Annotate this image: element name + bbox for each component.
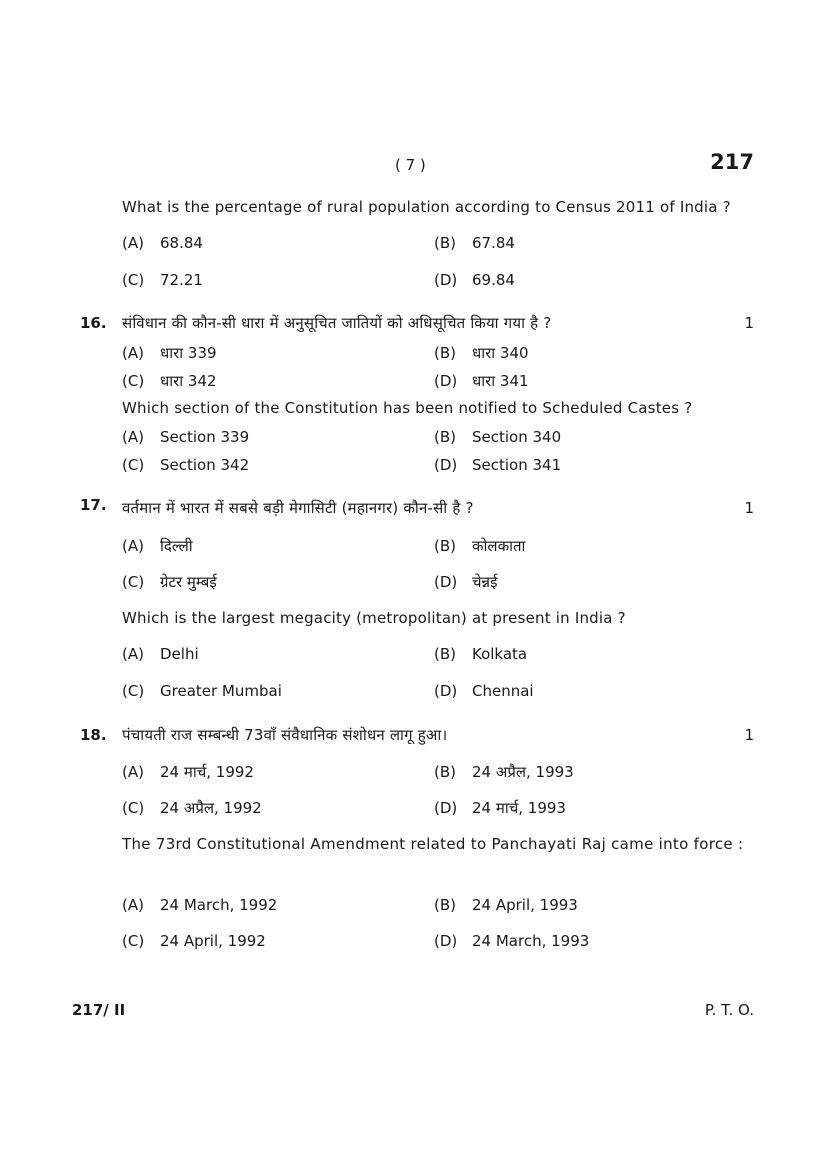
option-label: (B) bbox=[434, 234, 456, 252]
option-text: Delhi bbox=[160, 645, 199, 663]
option-text: Chennai bbox=[472, 682, 534, 700]
q15-option-d bbox=[434, 271, 515, 289]
q15-option-c bbox=[122, 271, 203, 289]
option-label: (D) bbox=[434, 456, 458, 474]
q16-en-option-a bbox=[122, 428, 249, 446]
option-label: (B) bbox=[434, 896, 456, 914]
option-label: (D) bbox=[434, 682, 458, 700]
option-text: Greater Mumbai bbox=[160, 682, 282, 700]
option-label: (D) bbox=[434, 271, 458, 289]
q18-hindi-text: पंचायती राज सम्बन्धी 73वाँ संवैधानिक संशोधन लागू हुआ। bbox=[122, 726, 448, 744]
option-label: (B) bbox=[434, 763, 456, 781]
option-label: (A) bbox=[122, 645, 144, 663]
q16-hi-option-d bbox=[434, 371, 529, 391]
option-text: Section 339 bbox=[160, 428, 250, 446]
option-text: 24 April, 1993 bbox=[472, 896, 578, 914]
q16-number: 16. bbox=[80, 314, 107, 332]
q16-en-option-b bbox=[434, 428, 561, 446]
q17-number: 17. bbox=[80, 496, 107, 514]
q17-hi-option-b bbox=[434, 536, 525, 556]
q18-en-option-b bbox=[434, 896, 578, 914]
option-label: (B) bbox=[434, 428, 456, 446]
option-label: (A) bbox=[122, 896, 144, 914]
option-text: 24 March, 1993 bbox=[472, 932, 590, 950]
option-label: (D) bbox=[434, 799, 458, 817]
option-label: (C) bbox=[122, 372, 145, 390]
q18-hi-option-d bbox=[434, 798, 566, 818]
option-label: (B) bbox=[434, 344, 456, 362]
option-text: 24 April, 1992 bbox=[160, 932, 266, 950]
option-text: 24 March, 1992 bbox=[160, 896, 278, 914]
option-text: धारा 341 bbox=[472, 372, 529, 390]
q17-hi-option-a bbox=[122, 536, 193, 556]
q17-english-text: Which is the largest megacity (metropolitan) at present in India ? bbox=[122, 609, 626, 627]
q16-en-option-d bbox=[434, 456, 561, 474]
option-label: (B) bbox=[434, 537, 456, 555]
page-number: ( 7 ) bbox=[395, 156, 426, 174]
q17-hi-option-d bbox=[434, 572, 497, 592]
q16-english-text: Which section of the Constitution has been notified to Scheduled Castes ? bbox=[122, 399, 693, 417]
option-label: (A) bbox=[122, 428, 144, 446]
q17-en-option-d bbox=[434, 682, 534, 700]
q16-hindi-text: संविधान की कौन-सी धारा में अनुसूचित जातियों को अधिसूचित किया गया है ? bbox=[122, 314, 552, 332]
option-text: दिल्ली bbox=[160, 537, 193, 555]
option-text: धारा 342 bbox=[160, 372, 217, 390]
q17-en-option-b bbox=[434, 645, 527, 663]
option-label: (C) bbox=[122, 932, 145, 950]
option-text: 68.84 bbox=[160, 234, 203, 252]
q15-option-a bbox=[122, 234, 203, 252]
q16-hi-option-a bbox=[122, 343, 217, 363]
q17-en-option-c bbox=[122, 682, 282, 700]
q17-en-option-a bbox=[122, 645, 199, 663]
option-label: (C) bbox=[122, 799, 145, 817]
option-text: Section 342 bbox=[160, 456, 250, 474]
option-label: (C) bbox=[122, 271, 145, 289]
option-text: 72.21 bbox=[160, 271, 203, 289]
q16-hi-option-c bbox=[122, 371, 217, 391]
q18-en-option-c bbox=[122, 932, 266, 950]
option-label: (A) bbox=[122, 344, 144, 362]
option-text: Section 341 bbox=[472, 456, 562, 474]
option-label: (C) bbox=[122, 682, 145, 700]
option-text: 67.84 bbox=[472, 234, 515, 252]
option-text: 24 मार्च, 1992 bbox=[160, 763, 254, 781]
q18-marks: 1 bbox=[744, 726, 754, 744]
q17-marks: 1 bbox=[744, 499, 754, 517]
option-label: (C) bbox=[122, 456, 145, 474]
q17-hindi-text: वर्तमान में भारत में सबसे बड़ी मेगासिटी (महानगर) कौन-सी है ? bbox=[122, 499, 474, 517]
q18-english-text: The 73rd Constitutional Amendment related to Panchayati Raj came into force : bbox=[122, 835, 744, 853]
option-text: ग्रेटर मुम्बई bbox=[160, 573, 217, 591]
option-text: 69.84 bbox=[472, 271, 515, 289]
option-text: कोलकाता bbox=[472, 537, 526, 555]
option-text: चेन्नई bbox=[472, 573, 498, 591]
q16-marks: 1 bbox=[744, 314, 754, 332]
q16-en-option-c bbox=[122, 456, 249, 474]
footer-paper-code: 217/ II bbox=[72, 1001, 126, 1019]
option-text: 24 अप्रैल, 1992 bbox=[160, 799, 262, 817]
paper-code: 217 bbox=[710, 150, 754, 174]
option-text: 24 अप्रैल, 1993 bbox=[472, 763, 574, 781]
q18-hi-option-a bbox=[122, 762, 254, 782]
option-text: धारा 339 bbox=[160, 344, 217, 362]
option-label: (D) bbox=[434, 372, 458, 390]
q18-en-option-d bbox=[434, 932, 589, 950]
q16-hi-option-b bbox=[434, 343, 529, 363]
option-label: (A) bbox=[122, 234, 144, 252]
option-label: (A) bbox=[122, 763, 144, 781]
q18-hi-option-c bbox=[122, 798, 262, 818]
q18-number: 18. bbox=[80, 726, 107, 744]
option-text: धारा 340 bbox=[472, 344, 529, 362]
q18-hi-option-b bbox=[434, 762, 574, 782]
q15-option-b bbox=[434, 234, 515, 252]
q15-english-text: What is the percentage of rural population according to Census 2011 of India ? bbox=[122, 198, 731, 216]
option-label: (B) bbox=[434, 645, 456, 663]
footer-pto: P. T. O. bbox=[704, 1001, 754, 1019]
option-label: (D) bbox=[434, 573, 458, 591]
option-text: Kolkata bbox=[472, 645, 528, 663]
option-text: 24 मार्च, 1993 bbox=[472, 799, 566, 817]
q18-en-option-a bbox=[122, 896, 277, 914]
option-label: (D) bbox=[434, 932, 458, 950]
option-text: Section 340 bbox=[472, 428, 562, 446]
option-label: (A) bbox=[122, 537, 144, 555]
q17-hi-option-c bbox=[122, 572, 217, 592]
option-label: (C) bbox=[122, 573, 145, 591]
